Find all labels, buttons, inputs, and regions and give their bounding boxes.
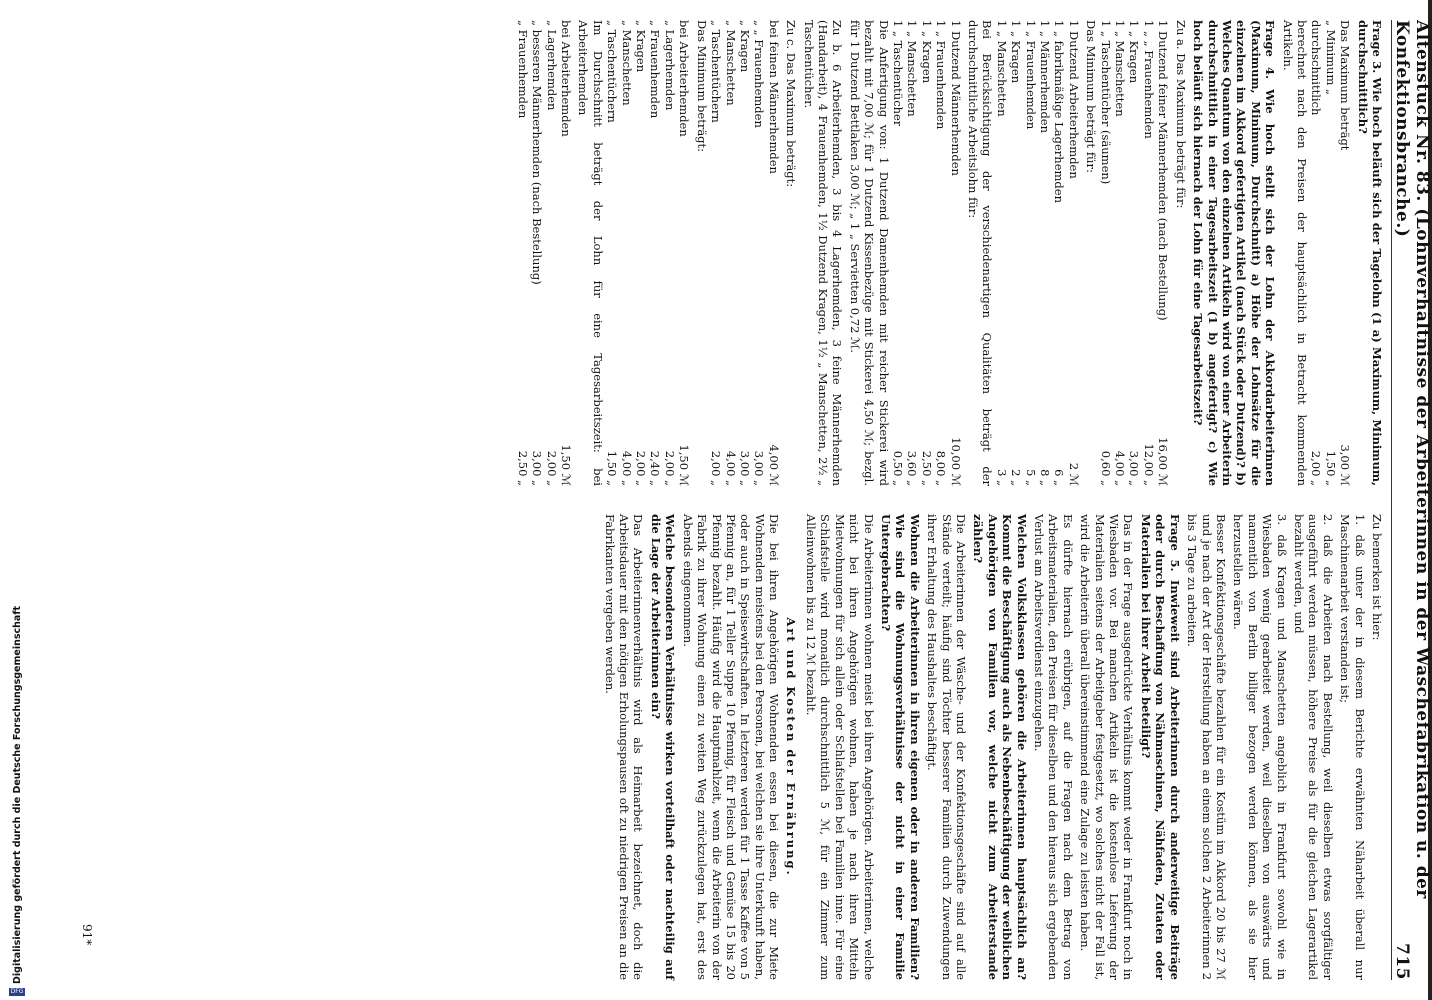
table-row <box>905 20 919 486</box>
table-row <box>994 20 1008 486</box>
row-value: 1,50 „ <box>1323 450 1338 486</box>
paragraph: Das Arbeiterinnenverhältnis wird als Heimarbeit bezeichnet, doch die Arbeitsdauer mit den nötigen Erholungspausen oft zu niedrigen Preisen an die Fabrikanten vergeben werden. <box>602 514 646 980</box>
paragraph: Das in der Frage ausgedrückte Verhältnis kommt weder in Frankfurt noch in Wiesbaden vor. Bei manchen Artikeln ist die kostenlose Lieferung der Materialien seitens der Arbeitgeber festgesetzt, wo solches nicht der Fall ist, wird die Arbeiterin überall übereinstimmend eine Zulage zu leisten haben. <box>1078 514 1136 980</box>
row-label: „ Kragen <box>634 20 649 73</box>
row-label: 1 Dutzend Arbeiterhemden <box>1066 20 1081 179</box>
paragraph: Besser Konfektionsgeschäfte bezahlen für ein Kostüm im Akkord 20 bis 27 ℳ und je nach der Art der Herstellung haben an einem solchen 2 Arbeiterinnen 2 bis 3 Tage zu arbeiten. <box>1185 514 1228 980</box>
table-row <box>1098 20 1112 486</box>
q4b-paragraph: Zu b. 6 Arbeiterhemden, 3 bis 4 Lagerhemden, 3 feine Männerhemden (Handarbeit), 4 Frauenhemden, 1½ Dutzend Kragen, 1½ „ Manschetten, 2½ „ Taschentücher. <box>801 20 845 486</box>
rotated-page <box>60 20 1432 980</box>
row-value: 3,00 ℳ <box>1338 444 1353 486</box>
table-row <box>934 20 948 486</box>
row-label: 1 Dutzend feiner Männerhemden (nach Bestellung) <box>1156 20 1171 321</box>
q4a-min-intro: Das Minimum beträgt für: <box>1084 20 1099 173</box>
digitization-text: Digitalisierung gefördert durch die Deutsche Forschungsgemeinschaft <box>11 606 23 984</box>
row-label: 1 „ Männerhemden <box>1038 20 1053 134</box>
row-label: 1 „ Manschetten <box>994 20 1009 117</box>
q4a-avg-intro: Bei Berücksichtigung der verschiedenartigen Qualitäten beträgt der durchschnittliche Arbeitslohn für: <box>966 20 995 486</box>
row-value: 8,00 „ <box>934 450 949 486</box>
row-value: 3,60 „ <box>905 450 920 486</box>
row-value: 16,00 ℳ <box>1156 437 1171 486</box>
page-header <box>1391 20 1432 980</box>
row-value: 2,00 „ <box>662 450 677 486</box>
row-value: 1,50 ℳ <box>677 444 692 486</box>
row-value: 12,00 „ <box>1141 443 1156 486</box>
table-row <box>766 20 780 486</box>
row-value: 0,60 „ <box>1098 450 1113 486</box>
row-value: 3,00 „ <box>737 450 752 486</box>
q4a-avg-table <box>891 20 963 486</box>
row-label: „ Frauenhemden <box>648 20 663 119</box>
question-8: Welche besonderen Verhältnisse wirken vorteilhaft oder nachteilig auf die Lage der Arbeiterinnen ein? <box>648 514 678 980</box>
row-label: „ Lagerhemden <box>662 20 677 111</box>
row-label: „ Taschentüchern <box>709 20 724 123</box>
row-label: „ Minimum „ <box>1323 20 1338 95</box>
row-value: 2,40 „ <box>648 450 663 486</box>
q3-table <box>1309 20 1352 486</box>
row-value: 2 ℳ <box>1066 462 1081 486</box>
note-item: 1. daß unter der in diesem Berichte erwähnten Näharbeit überall nur Maschinenarbeit verstanden ist; <box>1338 514 1367 980</box>
table-row <box>663 20 677 486</box>
table-row <box>1023 20 1037 486</box>
table-row <box>1156 20 1170 486</box>
q4a-max-table <box>1098 20 1170 486</box>
row-value: 8 „ <box>1038 469 1053 486</box>
header-title: Altenstück Nr. 83. (Lohnverhältnisse der Arbeiterinnen in der Wäschefabrikation u. der Konfektionsbranche.) <box>1392 20 1432 899</box>
right-column <box>599 514 1384 980</box>
row-label: 1 „ Manschetten <box>905 20 920 117</box>
table-row <box>1323 20 1337 486</box>
q4c-min-intro: Das Minimum beträgt: <box>694 20 709 153</box>
row-label: 1 Dutzend Männerhemden <box>948 20 963 176</box>
table-row <box>619 20 633 486</box>
row-label: 1 „ Frauenhemden <box>1023 20 1038 130</box>
question-3: Frage 3. Wie hoch beläuft sich der Tagelohn (1 a) Maximum, Minimum, durchschnittlich? <box>1355 20 1384 486</box>
q4c-min-table <box>605 20 691 486</box>
table-row <box>605 20 619 486</box>
table-row <box>948 20 962 486</box>
q4c-intro: Zu c. Das Maximum beträgt: <box>784 20 799 188</box>
q4c-avg-intro: Im Durchschnitt beträgt der Lohn für eine Tagesarbeitszeit: bei Arbeiterhemden <box>576 20 605 486</box>
table-row <box>1309 20 1323 486</box>
paragraph: Es dürfte hiernach erübrigen, auf die Fragen nach dem Betrag von Arbeitsmaterialien, den Preisen für dieselben und den hieraus sich ergebenden Verlust am Arbeitsverdienst einzugehen. <box>1032 514 1075 980</box>
table-row <box>1009 20 1023 486</box>
q4a-min-table <box>994 20 1080 486</box>
q4c-max-table <box>709 20 781 486</box>
row-label: 1 „ Taschentücher <box>891 20 905 127</box>
row-label: durchschnittlich <box>1309 20 1324 116</box>
table-row <box>1113 20 1127 486</box>
row-label: Das Maximum beträgt <box>1338 20 1353 151</box>
row-value: 4,00 „ <box>723 450 738 486</box>
table-row <box>515 20 529 486</box>
row-value: 1,50 ℳ <box>559 444 574 486</box>
table-row <box>1038 20 1052 486</box>
row-value: 2 „ <box>1009 469 1024 486</box>
table-row <box>1142 20 1156 486</box>
row-label: „ „ Frauenhemden <box>752 20 767 128</box>
dfg-logo-text: DFG <box>10 988 24 996</box>
table-row <box>1338 20 1352 486</box>
row-value: 5 „ <box>1023 469 1038 486</box>
question-5: Frage 5. Inwieweit sind Arbeiterinnen durch anderweitige Beiträge oder durch Beschaffung von Nähmaschinen, Nähfaden, Zutaten oder Materialien bei ihrer Arbeit beteiligt? <box>1138 514 1182 980</box>
question-4: Frage 4. Wie hoch stellt sich der Lohn der Akkordarbeiterinnen (Maximum, Minimum, Durchschnitt) a) Höhe der Lohnsätze für die einzelnen im Akkord gefertigten Artikel (nach Stück oder Dutzend)? b) Welches Quantum von den einzelnen Artikeln wird von einer Arbeiterin durchschnittlich in einer Tagesarbeitszeit (1 b) angefertigt? c) Wie hoch beläuft sich hiernach der Lohn für eine Tagesarbeitszeit? <box>1191 20 1278 486</box>
row-value: 10,00 ℳ <box>948 437 963 486</box>
left-column <box>515 20 1384 486</box>
row-value: 3,00 „ <box>530 450 545 486</box>
row-label: „ besseren Männerhemden (nach Bestellung) <box>530 20 545 285</box>
footer-page-number: 91* <box>80 924 94 946</box>
table-row <box>709 20 723 486</box>
table-row <box>723 20 737 486</box>
table-row <box>530 20 544 486</box>
row-label: „ Kragen <box>737 20 752 73</box>
header-page-number: 715 <box>1392 943 1412 980</box>
q3-note: berechnet nach den Preisen der hauptsächlich in Betracht kommenden Artikeln. <box>1280 20 1309 486</box>
question-6: Welchen Volksklassen gehören die Arbeiterinnen hauptsächlich an? Kommt die Beschäftigung auch als Nebenbeschäftigung der weiblichen Angehörigen von Familien vor, welche nicht zum Arbeiterstande zählen? <box>971 514 1029 980</box>
row-value: 3 „ <box>994 469 1009 486</box>
note-item: 3. daß Kragen und Manschetten angeblich in Frankfurt sowohl wie in Wiesbaden wenig gearbeitet werden, weil dieselben von auswärts und namentlich von Berlin billiger bezogen werden können, als sie hier herzustellen wären. <box>1231 514 1289 980</box>
question-7: Wohnen die Arbeiterinnen in ihren eigenen oder in anderen Familien? Wie sind die Wohnungsverhältnisse der nicht in einer Familie Untergebrachten? <box>879 514 922 980</box>
row-label: 1 „ Frauenhemden <box>934 20 949 130</box>
table-row <box>752 20 766 486</box>
row-value: 2,50 „ <box>515 450 530 486</box>
row-label: 1 „ Kragen <box>1009 20 1024 84</box>
row-value: 6 „ <box>1052 469 1067 486</box>
table-row <box>544 20 558 486</box>
table-row <box>1052 20 1066 486</box>
row-value: 2,00 „ <box>544 450 559 486</box>
paragraph: Die bei ihren Angehörigen Wohnenden essen bei diesen, die zur Miete Wohnenden meistens bei den Personen, bei welchen sie ihre Unterkunft haben, oder auch in Speisewirtschaften. In letzteren werden für 1 Tasse Kaffee von 5 Pfennig an, für 1 Teller Suppe 10 Pfennig, für Fleisch und Gemüse 15 bis 20 Pfennig bezahlt. Häufig wird die Hauptmahlzeit, wenn die Arbeiterin von der Fabrik zu ihrer Wohnung einen zu weiten Weg zurückzulegen hat, erst des Abends eingenommen. <box>680 514 782 980</box>
table-row <box>891 20 905 486</box>
row-label: bei Arbeiterhemden <box>559 20 574 137</box>
row-value: 4,00 „ <box>619 450 634 486</box>
row-value: 4,00 ℳ <box>766 444 781 486</box>
row-label: „ Manschetten <box>723 20 738 106</box>
row-value: 3,00 „ <box>752 450 767 486</box>
table-row <box>559 20 573 486</box>
paragraph: Die Arbeiterinnen der Wäsche- und der Konfektionsgeschäfte sind auf alle Stände verteilt; häufig sind Töchter besserer Familien durch Zuwendungen ihrer Erhaltung des Haushaltes beschäftigt. <box>925 514 969 980</box>
row-label: 1 „ Manschetten <box>1113 20 1128 117</box>
row-label: bei Arbeiterhemden <box>677 20 692 137</box>
table-row <box>677 20 691 486</box>
notes-intro: Zu bemerken ist hier: <box>1370 514 1384 641</box>
q4c-avg-table <box>515 20 573 486</box>
row-label: bei feinen Männerhemden <box>766 20 781 174</box>
row-value: 0,50 „ <box>891 450 905 486</box>
row-value: 4,00 „ <box>1113 450 1128 486</box>
digitization-notice <box>6 606 28 996</box>
row-label: 1 „ Kragen <box>919 20 934 84</box>
row-label: „ Frauenhemden <box>515 20 530 119</box>
table-row <box>919 20 933 486</box>
dfg-logo-icon <box>9 988 25 996</box>
table-row <box>1127 20 1141 486</box>
row-value: 2,00 „ <box>634 450 649 486</box>
row-value: 3,00 „ <box>1127 450 1142 486</box>
row-label: „ Lagerhemden <box>544 20 559 111</box>
paragraph: Die Arbeiterinnen wohnen meist bei ihren Angehörigen. Arbeiterinnen, welche nicht bei ihren Angehörigen wohnen, haben je nach ihren Mitteln Mietwohnungen für sich allein oder Schlafstellen bei Familien inne. Für eine Schlafstelle wird monatlich durchschnittlich 5 ℳ, für ein Zimmer zum Alleinwohnen bis zu 12 ℳ bezahlt. <box>803 514 876 980</box>
row-value: 2,50 „ <box>919 450 934 486</box>
row-label: 1 „ Taschentücher (säumen) <box>1098 20 1113 185</box>
q4a-intro: Zu a. Das Maximum beträgt für: <box>1173 20 1188 209</box>
row-label: „ Manschetten <box>619 20 634 106</box>
table-row <box>648 20 662 486</box>
note-item: 2. daß die Arbeiten nach Bestellung, weil dieselben etwas sorgfältiger ausgeführt werden müssen, höhere Preise als für die gleichen Lagerartikel bezahlt werden, und <box>1291 514 1335 980</box>
table-row <box>1066 20 1080 486</box>
row-value: 1,50 „ <box>605 450 620 486</box>
q4a-extra: Die Anfertigung von: 1 Dutzend Damenhemden mit reicher Stickerei wird bezahlt mit 7,00 ℳ; für 1 Dutzend Kissenbezüge mit Stickerei 4,50 ℳ; bezgl. für 1 Dutzend Bettlaken 3,00 ℳ; „ 1 „ Servietten 0,72 ℳ. <box>847 20 891 486</box>
row-label: 1 „ „ Frauenhemden <box>1141 20 1156 139</box>
row-label: „ Taschentüchern <box>605 20 620 123</box>
row-value: 2,00 „ <box>709 450 724 486</box>
table-row <box>634 20 648 486</box>
row-label: 1 „ fabrikmäßige Lagerhemden <box>1052 20 1067 203</box>
row-label: 1 „ Kragen <box>1127 20 1142 84</box>
section-subheading: Art und Kosten der Ernährung. <box>783 617 798 877</box>
row-value: 2,00 „ <box>1309 450 1324 486</box>
table-row <box>738 20 752 486</box>
